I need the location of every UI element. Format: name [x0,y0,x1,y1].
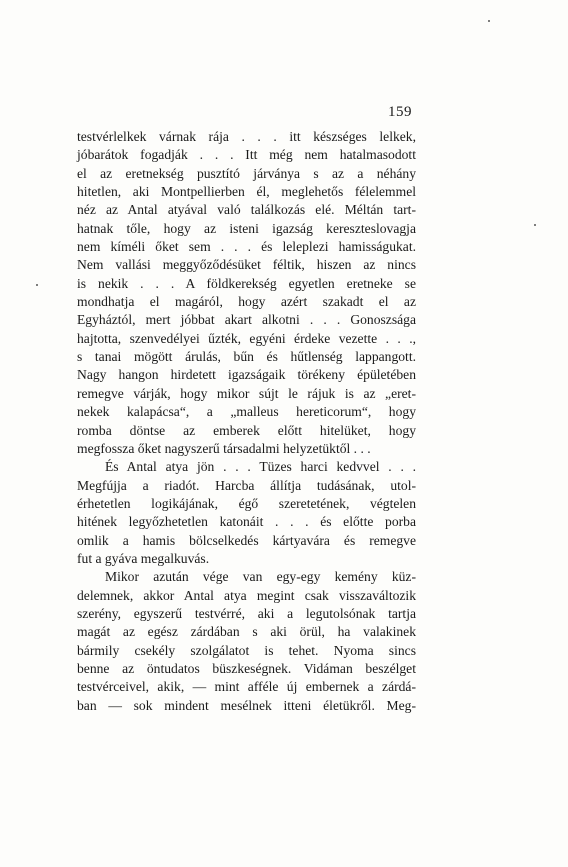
text-line: bármily csekély szolgálatot is tehet. Nyoma sincs [77,642,416,658]
scan-speck [488,20,490,22]
text-line: nekek kalapácsa“, a „malleus hereticorum“, hogy [77,404,416,420]
body-text [77,128,416,715]
text-line: hatnak tőle, hogy az isteni igazság kereszteslovagja [77,220,416,236]
text-line: hajtotta, szenvedélyei űzték, egyéni érdeke vezette . . ., [77,330,416,346]
text-line: benne az öntudatos büszkeségnek. Vidáman beszélget [77,660,416,676]
text-line: romba döntse az emberek előtt hitelüket, hogy [77,422,416,438]
text-line: remegve várják, hogy mikor sújt le rájuk is az „eret- [77,385,416,401]
page-number: 159 [388,104,412,120]
scan-speck [534,224,536,226]
text-line: érhetetlen logikájának, égő szeretetének, végtelen [77,495,416,511]
text-line: testvérlelkek várnak rája . . . itt készséges lelkek, [77,129,416,144]
text-line: testvérceivel, akik, — mint afféle új embernek a zárdá- [77,679,416,695]
text-line: el az eretnekség pusztító járványa s az a néhány [77,165,416,181]
text-line: Egyháztól, mert jóbbat akart alkotni . . . Gonoszsága [77,312,416,328]
text-line: hitének legyőzhetetlen katonáit . . . és előtte porba [77,514,416,530]
text-line: omlik a hamis bölcselkedés kártyavára és remegve [77,532,416,548]
text-line: Megfújja a riadót. Harcba állítja tudásának, utol- [77,477,416,493]
text-line: megfossza őket nagyszerű társadalmi helyzetüktől . . . [77,440,371,456]
text-line: nem kíméli őket sem . . . és leleplezi hamisságukat. [77,239,416,255]
text-line: néz az Antal atyával való találkozás elé. Méltán tart- [77,202,416,218]
text-line: mondhatja el magáról, hogy azért szakadt el az [77,294,416,310]
scan-speck [36,284,38,286]
text-line: magát az egész zárdában s aki örül, ha valakinek [77,624,416,640]
text-line: delemnek, akkor Antal atya megint csak visszaváltozik [77,587,416,603]
text-line: És Antal atya jön . . . Tüzes harci kedvvel . . . [105,459,416,475]
text-line: ban — sok mindent mesélnek itteni életükről. Meg- [77,697,416,713]
text-line: Nagy hangon hirdetett igazságaik törékeny épületében [77,367,416,383]
text-line: szerény, egyszerű testvérré, aki a legutolsónak tartja [77,605,416,621]
text-line: jóbarátok fogadják . . . Itt még nem hatalmasodott [77,147,416,163]
text-line: fut a gyáva megalkuvás. [77,550,210,566]
text-line: s tanai mögött árulás, bűn és hűtlenség lappangott. [77,349,416,365]
text-line: Mikor azután vége van egy-egy kemény küz- [105,569,416,585]
text-line: Nem vallási meggyőződésüket féltik, hiszen az nincs [77,257,416,273]
text-line: is nekik . . . A földkerekség egyetlen eretneke se [77,275,416,291]
text-line: hitetlen, aki Montpellierben él, meglehetős félelemmel [77,184,416,200]
